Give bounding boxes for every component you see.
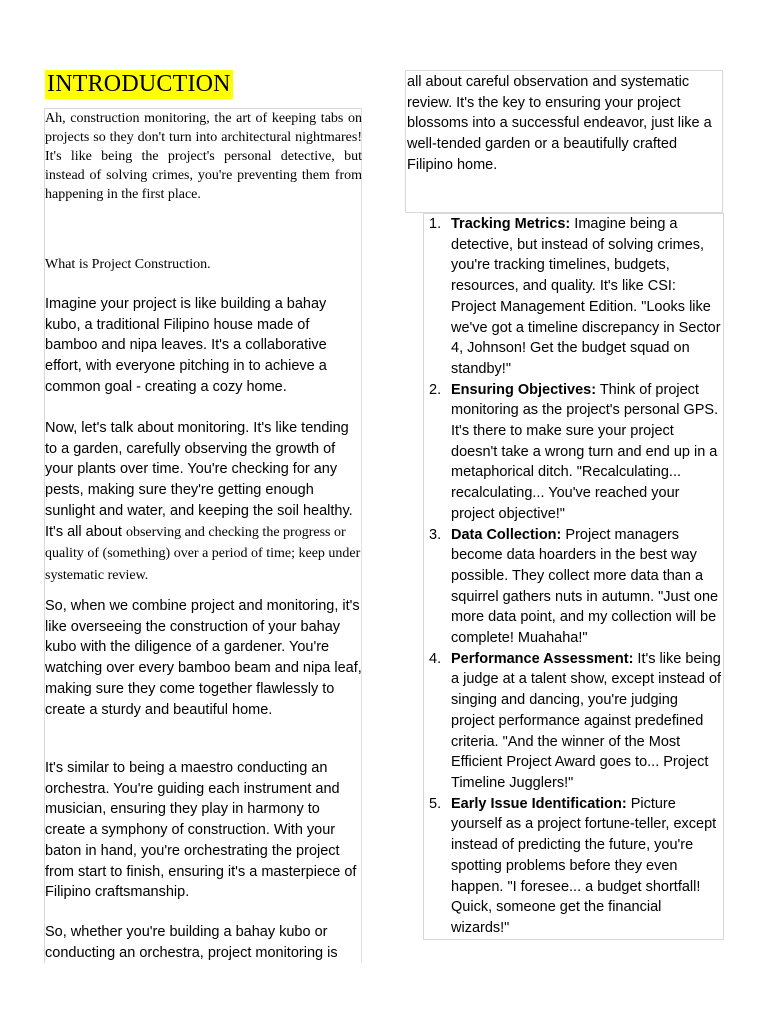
question-heading: What is Project Construction. xyxy=(45,257,211,272)
list-item-term: Early Issue Identification: xyxy=(451,795,627,812)
paragraph-bahay-kubo: Imagine your project is like building a bahay kubo, a traditional Filipino house made of bamboo and nipa leaves. It's a collaborative effort, with everyone pitching in to achieve a common goal - creating a cozy home. xyxy=(45,296,327,395)
list-item-text: Project managers become data hoarders in the best way possible. They collect more data than a squirrel gathers nuts in autumn. "Just one more data point, and my collection will be complete! Muahaha!" xyxy=(451,526,719,647)
paragraph-monitoring xyxy=(45,418,363,587)
list-item-text: Think of project monitoring as the project's personal GPS. It's there to make sure your project doesn't take a wrong turn and end up in a metaphorical ditch. "Recalculating... recalculating... You've reached your project objective!" xyxy=(451,381,719,522)
list-item-number: 5. xyxy=(429,795,442,812)
paragraph-combine: So, when we combine project and monitoring, it's like overseeing the construction of your bahay kubo with the diligence of a gardener. You're watching over every bamboo beam and nipa leaf, making sure they come together flawlessly to create a sturdy and beautiful home. xyxy=(45,598,362,718)
section-heading: INTRODUCTION xyxy=(47,71,231,97)
list-item xyxy=(423,794,723,939)
list-item-number: 2. xyxy=(429,381,442,398)
list-item xyxy=(423,525,723,649)
right-intro-box xyxy=(405,70,723,213)
list-item-text: Picture yourself as a project fortune-teller, except instead of predicting the future, you're spotting problems before they even happen. "I foresee... a budget shortfall! Quick, someone get the financial wizards!" xyxy=(451,795,717,936)
list-item-term: Ensuring Objectives: xyxy=(451,381,597,398)
list-item xyxy=(423,214,723,380)
list-item-term: Data Collection: xyxy=(451,526,562,543)
right-intro-paragraph: all about careful observation and systematic review. It's the key to ensuring your project blossoms into a successful endeavor, just like a well-tended garden or a beautifully crafted Filipino home. xyxy=(407,74,712,173)
list-item-term: Tracking Metrics: xyxy=(451,216,571,232)
list-item-number: 3. xyxy=(429,526,442,543)
list-item xyxy=(423,649,723,794)
list-item-number: 4. xyxy=(429,650,442,667)
intro-paragraph: Ah, construction monitoring, the art of keeping tabs on projects so they don't turn into architectural nightmares! It's like being the project's personal detective, but instead of solving crimes, you're preventing them from happening in the first place. xyxy=(45,111,362,202)
list-item xyxy=(423,380,723,525)
list-item-term: Performance Assessment: xyxy=(451,650,634,667)
monitoring-benefits-list xyxy=(423,214,723,939)
paragraph-monitoring-text: Now, let's talk about monitoring. It's like tending to a garden, carefully observing the growth of your plants over time. You're checking for any pests, making sure they're getting enough sunlight and water, and keeping the soil healthy. It's all about xyxy=(45,420,353,540)
paragraph-monitoring-definition: observing and checking the progress or quality of (something) over a period of time; keep under systematic review. xyxy=(45,524,361,583)
paragraph-maestro: It's similar to being a maestro conducting an orchestra. You're guiding each instrument and musician, ensuring they play in harmony to create a symphony of construction. With your baton in hand, you're orchestrating the project from start to finish, ensuring it's a masterpiece of Filipino craftsmanship. xyxy=(45,760,357,901)
list-item-number: 1. xyxy=(429,216,442,232)
list-item-text: Imagine being a detective, but instead of solving crimes, you're tracking timelines, budgets, resources, and quality. It's like CSI: Project Management Edition. "Looks like we've got a timeline discrepancy in Sector 4, Johnson! Get the budget squad on standby!" xyxy=(451,216,721,377)
list-item-text: It's like being a judge at a talent show, except instead of singing and dancing, you're judging project performance against predefined criteria. "And the winner of the Most Efficient Project Award goes to... Project Timeline Jugglers!" xyxy=(451,650,722,791)
paragraph-conclusion: So, whether you're building a bahay kubo or conducting an orchestra, project monitoring is xyxy=(45,924,338,961)
